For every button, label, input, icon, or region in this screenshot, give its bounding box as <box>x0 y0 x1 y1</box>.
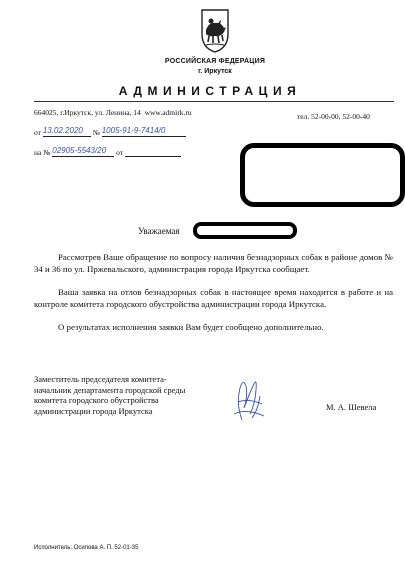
ref-number-field <box>52 146 114 157</box>
position-line: Заместитель председателя комитета- <box>34 374 167 384</box>
position-line: администрации города Иркутска <box>34 405 153 416</box>
handwritten-date: 13.02.2020 <box>42 126 83 135</box>
number-label: № <box>92 128 100 137</box>
reference-registration <box>34 146 181 157</box>
document-title: АДМИНИСТРАЦИЯ <box>118 84 302 98</box>
number-field <box>102 126 186 137</box>
signatory-name: М. А. Шевела <box>326 402 377 412</box>
position-line: комитета городского обустройства <box>34 395 159 405</box>
signatory-position <box>34 374 234 416</box>
handwritten-ref-number: 02905-5543/20 <box>52 146 107 155</box>
organization-address <box>34 108 192 117</box>
salutation: Уважаемая <box>138 226 180 236</box>
address-text: 664025, г.Иркутск, ул. Ленина, 14 <box>34 108 141 117</box>
outgoing-registration <box>34 126 186 137</box>
city-name: г. Иркутск <box>198 68 232 75</box>
irkutsk-coat-of-arms-icon <box>197 8 233 54</box>
executor-info: Исполнитель: Осипова А. П. 52-01-35 <box>34 545 139 551</box>
from-label: от <box>34 128 41 137</box>
letter-paragraph: Ваша заявка на отлов безнадзорных собак в настоящее время находится в работе и на контроле комитета городского обустройства администрации города Иркутска. <box>34 287 393 309</box>
redacted-recipient-name <box>193 222 297 239</box>
position-line: начальник департамента городской среды <box>34 384 186 395</box>
date-field <box>43 126 91 137</box>
letter-paragraph: О результатах исполнения заявки Вам будет сообщено дополнительно. <box>58 322 324 332</box>
redacted-recipient-block <box>240 143 405 207</box>
country-name: РОССИЙСКАЯ ФЕДЕРАЦИЯ <box>164 58 266 65</box>
handwritten-signature <box>228 374 268 422</box>
ref-label: на № <box>34 148 51 157</box>
phone-numbers: тел. 52-00-00, 52-00-40 <box>297 112 370 121</box>
handwritten-number: 1005-91-9-7414/0 <box>101 126 166 135</box>
letter-paragraph: Рассмотрев Ваше обращение по вопросу наличия безнадзорных собак в районе домов № 34 и 36 по ул. Пржевальского, администрация города Иркутска сообщает. <box>34 252 393 274</box>
website-text: www.admirk.ru <box>144 108 192 117</box>
ref-date-field <box>125 146 181 157</box>
ref-from-label: от <box>116 148 124 157</box>
header-divider <box>34 101 394 102</box>
